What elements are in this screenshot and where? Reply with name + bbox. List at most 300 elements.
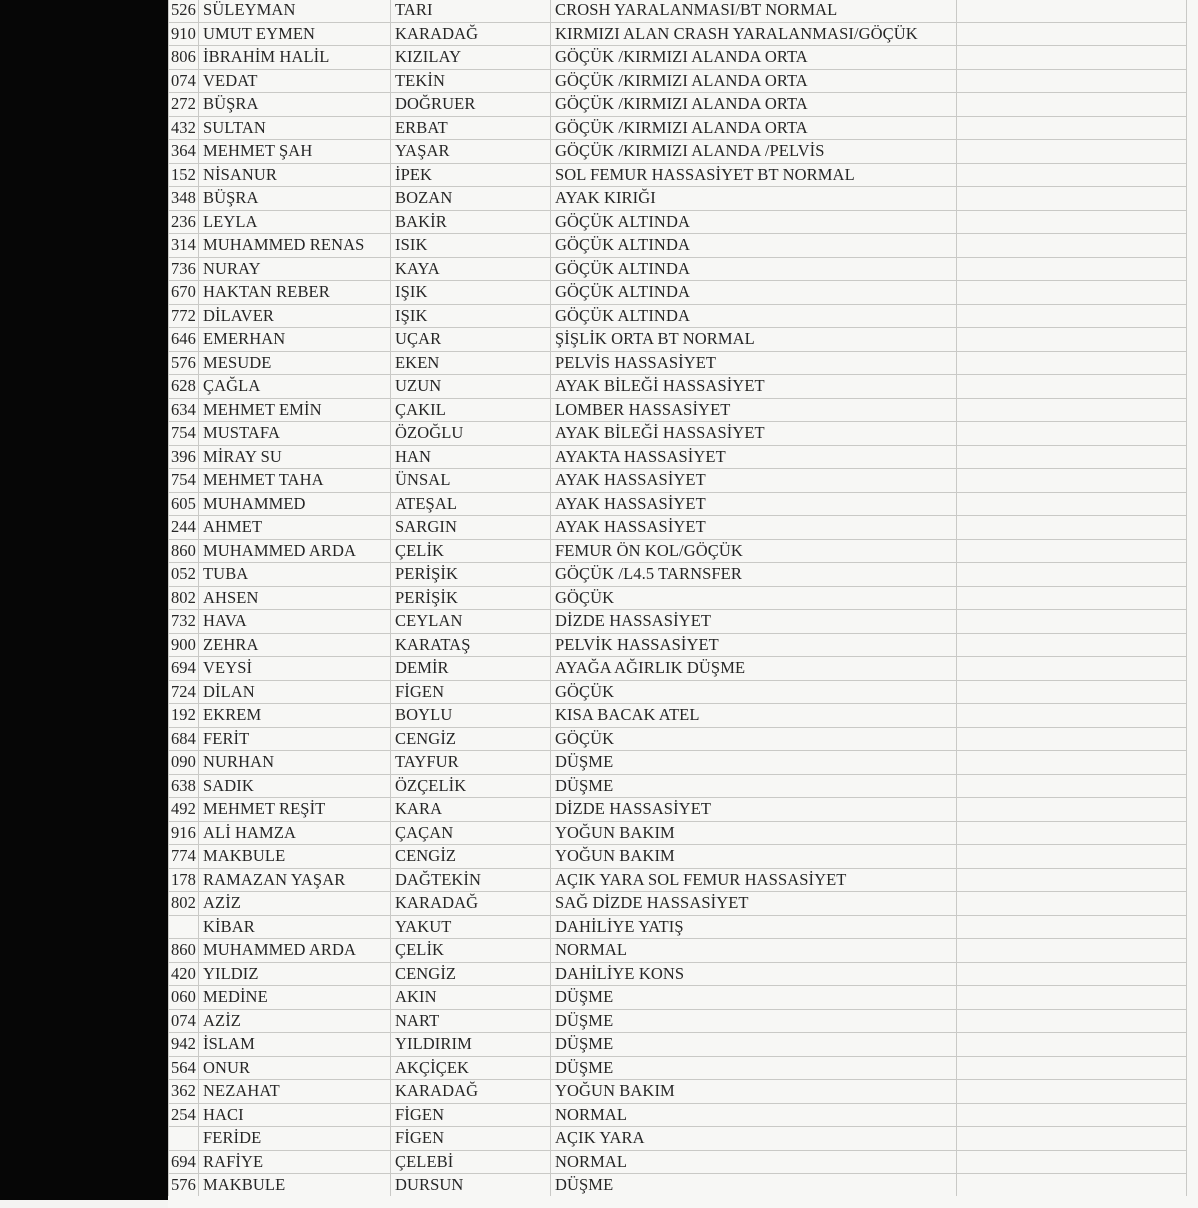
empty-cell	[957, 1150, 1187, 1174]
empty-cell	[957, 704, 1187, 728]
surname-cell: ÇELİK	[391, 939, 551, 963]
row-id-cell: 314	[169, 234, 199, 258]
first-name-cell: NURAY	[199, 257, 391, 281]
surname-cell: IŞIK	[391, 304, 551, 328]
table-row	[169, 1174, 1187, 1198]
surname-cell: AKÇİÇEK	[391, 1056, 551, 1080]
empty-cell	[957, 1033, 1187, 1057]
diagnosis-note-cell: DAHİLİYE YATIŞ	[551, 915, 957, 939]
table-row	[169, 281, 1187, 305]
empty-cell	[957, 516, 1187, 540]
row-id-cell: 916	[169, 821, 199, 845]
first-name-cell: MEHMET REŞİT	[199, 798, 391, 822]
diagnosis-note-cell: PELVİS HASSASİYET	[551, 351, 957, 375]
row-id-cell: 420	[169, 962, 199, 986]
table-row	[169, 657, 1187, 681]
row-id-cell: 074	[169, 1009, 199, 1033]
table-row	[169, 798, 1187, 822]
surname-cell: KAYA	[391, 257, 551, 281]
diagnosis-note-cell: GÖÇÜK /KIRMIZI ALANDA /PELVİS	[551, 140, 957, 164]
row-id-cell: 576	[169, 1174, 199, 1198]
empty-cell	[957, 774, 1187, 798]
diagnosis-note-cell: AYAK HASSASİYET	[551, 516, 957, 540]
diagnosis-note-cell: AÇIK YARA SOL FEMUR HASSASİYET	[551, 868, 957, 892]
surname-cell: PERİŞİK	[391, 586, 551, 610]
row-id-cell: 090	[169, 751, 199, 775]
table-row	[169, 257, 1187, 281]
diagnosis-note-cell: AYAK BİLEĞİ HASSASİYET	[551, 375, 957, 399]
empty-cell	[957, 328, 1187, 352]
diagnosis-note-cell: DÜŞME	[551, 1056, 957, 1080]
first-name-cell: DİLAN	[199, 680, 391, 704]
surname-cell: TEKİN	[391, 69, 551, 93]
first-name-cell: DİLAVER	[199, 304, 391, 328]
surname-cell: DEMİR	[391, 657, 551, 681]
diagnosis-note-cell: AYAK KIRIĞI	[551, 187, 957, 211]
empty-cell	[957, 422, 1187, 446]
table-row	[169, 845, 1187, 869]
diagnosis-note-cell: AYAKTA HASSASİYET	[551, 445, 957, 469]
empty-cell	[957, 469, 1187, 493]
empty-cell	[957, 657, 1187, 681]
surname-cell: FİGEN	[391, 680, 551, 704]
table-row	[169, 610, 1187, 634]
diagnosis-note-cell: KISA BACAK ATEL	[551, 704, 957, 728]
diagnosis-note-cell: DÜŞME	[551, 1174, 957, 1198]
first-name-cell: NEZAHAT	[199, 1080, 391, 1104]
first-name-cell: İBRAHİM HALİL	[199, 46, 391, 70]
surname-cell: FİGEN	[391, 1127, 551, 1151]
diagnosis-note-cell: GÖÇÜK ALTINDA	[551, 257, 957, 281]
diagnosis-note-cell: DÜŞME	[551, 751, 957, 775]
empty-cell	[957, 610, 1187, 634]
empty-cell	[957, 1009, 1187, 1033]
row-id-cell	[169, 1127, 199, 1151]
first-name-cell: FERİDE	[199, 1127, 391, 1151]
first-name-cell: MAKBULE	[199, 845, 391, 869]
first-name-cell: RAFİYE	[199, 1150, 391, 1174]
surname-cell: NART	[391, 1009, 551, 1033]
surname-cell: ÇELİK	[391, 539, 551, 563]
empty-cell	[957, 563, 1187, 587]
table-row	[169, 962, 1187, 986]
first-name-cell: EMERHAN	[199, 328, 391, 352]
row-id-cell: 860	[169, 539, 199, 563]
diagnosis-note-cell: NORMAL	[551, 1150, 957, 1174]
row-id-cell: 694	[169, 657, 199, 681]
diagnosis-note-cell: DÜŞME	[551, 1033, 957, 1057]
diagnosis-note-cell: DİZDE HASSASİYET	[551, 610, 957, 634]
table-row	[169, 939, 1187, 963]
surname-cell: HAN	[391, 445, 551, 469]
empty-cell	[957, 915, 1187, 939]
table-row	[169, 1080, 1187, 1104]
row-id-cell: 802	[169, 892, 199, 916]
row-id-cell: 244	[169, 516, 199, 540]
table-row	[169, 210, 1187, 234]
empty-cell	[957, 1127, 1187, 1151]
table-row	[169, 69, 1187, 93]
row-id-cell: 900	[169, 633, 199, 657]
surname-cell: CEYLAN	[391, 610, 551, 634]
diagnosis-note-cell: YOĞUN BAKIM	[551, 821, 957, 845]
empty-cell	[957, 1056, 1187, 1080]
row-id-cell: 646	[169, 328, 199, 352]
surname-cell: ÇAÇAN	[391, 821, 551, 845]
first-name-cell: HAKTAN REBER	[199, 281, 391, 305]
row-id-cell: 272	[169, 93, 199, 117]
table-row	[169, 563, 1187, 587]
table-row	[169, 774, 1187, 798]
surname-cell: BAKİR	[391, 210, 551, 234]
table-row	[169, 328, 1187, 352]
diagnosis-note-cell: AYAK HASSASİYET	[551, 469, 957, 493]
table-row	[169, 116, 1187, 140]
table-row	[169, 469, 1187, 493]
first-name-cell: SÜLEYMAN	[199, 0, 391, 22]
surname-cell: SARGIN	[391, 516, 551, 540]
first-name-cell: VEDAT	[199, 69, 391, 93]
first-name-cell: MİRAY SU	[199, 445, 391, 469]
table-row	[169, 516, 1187, 540]
first-name-cell: MEHMET EMİN	[199, 398, 391, 422]
first-name-cell: ALİ HAMZA	[199, 821, 391, 845]
empty-cell	[957, 22, 1187, 46]
first-name-cell: MUHAMMED ARDA	[199, 539, 391, 563]
diagnosis-note-cell: GÖÇÜK ALTINDA	[551, 234, 957, 258]
empty-cell	[957, 1174, 1187, 1198]
first-name-cell: MEHMET TAHA	[199, 469, 391, 493]
diagnosis-note-cell: SAĞ DİZDE HASSASİYET	[551, 892, 957, 916]
patient-table	[168, 0, 1187, 1198]
empty-cell	[957, 234, 1187, 258]
diagnosis-note-cell: DÜŞME	[551, 774, 957, 798]
row-id-cell: 628	[169, 375, 199, 399]
diagnosis-note-cell: DAHİLİYE KONS	[551, 962, 957, 986]
empty-cell	[957, 163, 1187, 187]
empty-cell	[957, 281, 1187, 305]
row-id-cell: 348	[169, 187, 199, 211]
first-name-cell: KİBAR	[199, 915, 391, 939]
row-id-cell	[169, 915, 199, 939]
surname-cell: TARI	[391, 0, 551, 22]
surname-cell: KARATAŞ	[391, 633, 551, 657]
table-row	[169, 22, 1187, 46]
first-name-cell: NURHAN	[199, 751, 391, 775]
empty-cell	[957, 751, 1187, 775]
surname-cell: PERİŞİK	[391, 563, 551, 587]
diagnosis-note-cell: DÜŞME	[551, 1009, 957, 1033]
surname-cell: ISIK	[391, 234, 551, 258]
surname-cell: DURSUN	[391, 1174, 551, 1198]
first-name-cell: BÜŞRA	[199, 187, 391, 211]
surname-cell: ÖZOĞLU	[391, 422, 551, 446]
table-row	[169, 868, 1187, 892]
table-row	[169, 1150, 1187, 1174]
first-name-cell: ZEHRA	[199, 633, 391, 657]
first-name-cell: HACI	[199, 1103, 391, 1127]
table-row	[169, 492, 1187, 516]
first-name-cell: SADIK	[199, 774, 391, 798]
diagnosis-note-cell: AÇIK YARA	[551, 1127, 957, 1151]
empty-cell	[957, 962, 1187, 986]
surname-cell: KARA	[391, 798, 551, 822]
first-name-cell: İSLAM	[199, 1033, 391, 1057]
patient-list-sheet	[168, 0, 1198, 1208]
surname-cell: KARADAĞ	[391, 1080, 551, 1104]
first-name-cell: NİSANUR	[199, 163, 391, 187]
diagnosis-note-cell: YOĞUN BAKIM	[551, 845, 957, 869]
diagnosis-note-cell: AYAK HASSASİYET	[551, 492, 957, 516]
first-name-cell: MUHAMMED	[199, 492, 391, 516]
first-name-cell: UMUT EYMEN	[199, 22, 391, 46]
table-row	[169, 1033, 1187, 1057]
empty-cell	[957, 398, 1187, 422]
diagnosis-note-cell: LOMBER HASSASİYET	[551, 398, 957, 422]
empty-cell	[957, 140, 1187, 164]
surname-cell: CENGİZ	[391, 962, 551, 986]
table-row	[169, 680, 1187, 704]
diagnosis-note-cell: GÖÇÜK /KIRMIZI ALANDA ORTA	[551, 93, 957, 117]
empty-cell	[957, 892, 1187, 916]
row-id-cell: 638	[169, 774, 199, 798]
empty-cell	[957, 492, 1187, 516]
redacted-column	[0, 0, 168, 1200]
first-name-cell: AHMET	[199, 516, 391, 540]
table-row	[169, 187, 1187, 211]
empty-cell	[957, 116, 1187, 140]
first-name-cell: MESUDE	[199, 351, 391, 375]
diagnosis-note-cell: FEMUR ÖN KOL/GÖÇÜK	[551, 539, 957, 563]
table-row	[169, 892, 1187, 916]
table-row	[169, 1127, 1187, 1151]
table-row	[169, 727, 1187, 751]
surname-cell: TAYFUR	[391, 751, 551, 775]
row-id-cell: 772	[169, 304, 199, 328]
row-id-cell: 802	[169, 586, 199, 610]
first-name-cell: VEYSİ	[199, 657, 391, 681]
row-id-cell: 254	[169, 1103, 199, 1127]
diagnosis-note-cell: KIRMIZI ALAN CRASH YARALANMASI/GÖÇÜK	[551, 22, 957, 46]
row-id-cell: 806	[169, 46, 199, 70]
table-row	[169, 751, 1187, 775]
surname-cell: ÇAKIL	[391, 398, 551, 422]
table-row	[169, 445, 1187, 469]
surname-cell: BOYLU	[391, 704, 551, 728]
first-name-cell: YILDIZ	[199, 962, 391, 986]
empty-cell	[957, 1080, 1187, 1104]
table-row	[169, 633, 1187, 657]
first-name-cell: AZİZ	[199, 1009, 391, 1033]
table-row	[169, 586, 1187, 610]
surname-cell: AKIN	[391, 986, 551, 1010]
surname-cell: ÖZÇELİK	[391, 774, 551, 798]
row-id-cell: 364	[169, 140, 199, 164]
row-id-cell: 396	[169, 445, 199, 469]
row-id-cell: 564	[169, 1056, 199, 1080]
surname-cell: FİGEN	[391, 1103, 551, 1127]
surname-cell: ÇELEBİ	[391, 1150, 551, 1174]
empty-cell	[957, 939, 1187, 963]
row-id-cell: 694	[169, 1150, 199, 1174]
empty-cell	[957, 93, 1187, 117]
row-id-cell: 052	[169, 563, 199, 587]
row-id-cell: 754	[169, 422, 199, 446]
row-id-cell: 074	[169, 69, 199, 93]
surname-cell: EKEN	[391, 351, 551, 375]
row-id-cell: 178	[169, 868, 199, 892]
first-name-cell: LEYLA	[199, 210, 391, 234]
row-id-cell: 724	[169, 680, 199, 704]
table-row	[169, 351, 1187, 375]
diagnosis-note-cell: NORMAL	[551, 1103, 957, 1127]
first-name-cell: MUHAMMED RENAS	[199, 234, 391, 258]
diagnosis-note-cell: GÖÇÜK /KIRMIZI ALANDA ORTA	[551, 69, 957, 93]
surname-cell: DAĞTEKİN	[391, 868, 551, 892]
row-id-cell: 670	[169, 281, 199, 305]
first-name-cell: AHSEN	[199, 586, 391, 610]
empty-cell	[957, 1103, 1187, 1127]
row-id-cell: 492	[169, 798, 199, 822]
table-row	[169, 1009, 1187, 1033]
diagnosis-note-cell: GÖÇÜK /L4.5 TARNSFER	[551, 563, 957, 587]
diagnosis-note-cell: GÖÇÜK	[551, 680, 957, 704]
empty-cell	[957, 798, 1187, 822]
first-name-cell: MAKBULE	[199, 1174, 391, 1198]
row-id-cell: 860	[169, 939, 199, 963]
row-id-cell: 576	[169, 351, 199, 375]
surname-cell: KARADAĞ	[391, 892, 551, 916]
first-name-cell: MUSTAFA	[199, 422, 391, 446]
diagnosis-note-cell: GÖÇÜK ALTINDA	[551, 281, 957, 305]
row-id-cell: 732	[169, 610, 199, 634]
empty-cell	[957, 539, 1187, 563]
surname-cell: ERBAT	[391, 116, 551, 140]
diagnosis-note-cell: NORMAL	[551, 939, 957, 963]
diagnosis-note-cell: GÖÇÜK	[551, 727, 957, 751]
table-row	[169, 234, 1187, 258]
diagnosis-note-cell: GÖÇÜK /KIRMIZI ALANDA ORTA	[551, 46, 957, 70]
diagnosis-note-cell: GÖÇÜK ALTINDA	[551, 304, 957, 328]
row-id-cell: 432	[169, 116, 199, 140]
page-bottom-edge	[168, 1196, 1198, 1200]
diagnosis-note-cell: SOL FEMUR HASSASİYET BT NORMAL	[551, 163, 957, 187]
table-row	[169, 422, 1187, 446]
surname-cell: ÜNSAL	[391, 469, 551, 493]
row-id-cell: 910	[169, 22, 199, 46]
first-name-cell: ÇAĞLA	[199, 375, 391, 399]
diagnosis-note-cell: GÖÇÜK	[551, 586, 957, 610]
row-id-cell: 152	[169, 163, 199, 187]
first-name-cell: AZİZ	[199, 892, 391, 916]
empty-cell	[957, 257, 1187, 281]
row-id-cell: 060	[169, 986, 199, 1010]
diagnosis-note-cell: CROSH YARALANMASI/BT NORMAL	[551, 0, 957, 22]
surname-cell: CENGİZ	[391, 845, 551, 869]
table-row	[169, 163, 1187, 187]
empty-cell	[957, 445, 1187, 469]
empty-cell	[957, 821, 1187, 845]
empty-cell	[957, 845, 1187, 869]
diagnosis-note-cell: DÜŞME	[551, 986, 957, 1010]
empty-cell	[957, 0, 1187, 22]
first-name-cell: ONUR	[199, 1056, 391, 1080]
surname-cell: BOZAN	[391, 187, 551, 211]
first-name-cell: TUBA	[199, 563, 391, 587]
first-name-cell: BÜŞRA	[199, 93, 391, 117]
empty-cell	[957, 586, 1187, 610]
first-name-cell: MEHMET ŞAH	[199, 140, 391, 164]
first-name-cell: EKREM	[199, 704, 391, 728]
diagnosis-note-cell: DİZDE HASSASİYET	[551, 798, 957, 822]
diagnosis-note-cell: GÖÇÜK /KIRMIZI ALANDA ORTA	[551, 116, 957, 140]
table-row	[169, 915, 1187, 939]
first-name-cell: MEDİNE	[199, 986, 391, 1010]
surname-cell: İPEK	[391, 163, 551, 187]
surname-cell: UÇAR	[391, 328, 551, 352]
table-row	[169, 375, 1187, 399]
first-name-cell: SULTAN	[199, 116, 391, 140]
empty-cell	[957, 680, 1187, 704]
surname-cell: DOĞRUER	[391, 93, 551, 117]
empty-cell	[957, 187, 1187, 211]
table-row	[169, 821, 1187, 845]
row-id-cell: 192	[169, 704, 199, 728]
empty-cell	[957, 727, 1187, 751]
empty-cell	[957, 210, 1187, 234]
table-row	[169, 93, 1187, 117]
table-row	[169, 0, 1187, 22]
surname-cell: KARADAĞ	[391, 22, 551, 46]
table-row	[169, 46, 1187, 70]
surname-cell: YILDIRIM	[391, 1033, 551, 1057]
empty-cell	[957, 375, 1187, 399]
row-id-cell: 362	[169, 1080, 199, 1104]
first-name-cell: MUHAMMED ARDA	[199, 939, 391, 963]
empty-cell	[957, 69, 1187, 93]
first-name-cell: RAMAZAN YAŞAR	[199, 868, 391, 892]
table-row	[169, 398, 1187, 422]
surname-cell: UZUN	[391, 375, 551, 399]
diagnosis-note-cell: ŞİŞLİK ORTA BT NORMAL	[551, 328, 957, 352]
surname-cell: KIZILAY	[391, 46, 551, 70]
row-id-cell: 634	[169, 398, 199, 422]
row-id-cell: 684	[169, 727, 199, 751]
surname-cell: CENGİZ	[391, 727, 551, 751]
row-id-cell: 754	[169, 469, 199, 493]
table-row	[169, 986, 1187, 1010]
table-row	[169, 1103, 1187, 1127]
empty-cell	[957, 986, 1187, 1010]
first-name-cell: HAVA	[199, 610, 391, 634]
table-row	[169, 304, 1187, 328]
row-id-cell: 236	[169, 210, 199, 234]
table-row	[169, 539, 1187, 563]
diagnosis-note-cell: AYAK BİLEĞİ HASSASİYET	[551, 422, 957, 446]
diagnosis-note-cell: YOĞUN BAKIM	[551, 1080, 957, 1104]
row-id-cell: 736	[169, 257, 199, 281]
row-id-cell: 774	[169, 845, 199, 869]
table-row	[169, 1056, 1187, 1080]
empty-cell	[957, 868, 1187, 892]
row-id-cell: 526	[169, 0, 199, 22]
surname-cell: IŞIK	[391, 281, 551, 305]
surname-cell: YAKUT	[391, 915, 551, 939]
first-name-cell: FERİT	[199, 727, 391, 751]
empty-cell	[957, 633, 1187, 657]
surname-cell: ATEŞAL	[391, 492, 551, 516]
row-id-cell: 605	[169, 492, 199, 516]
